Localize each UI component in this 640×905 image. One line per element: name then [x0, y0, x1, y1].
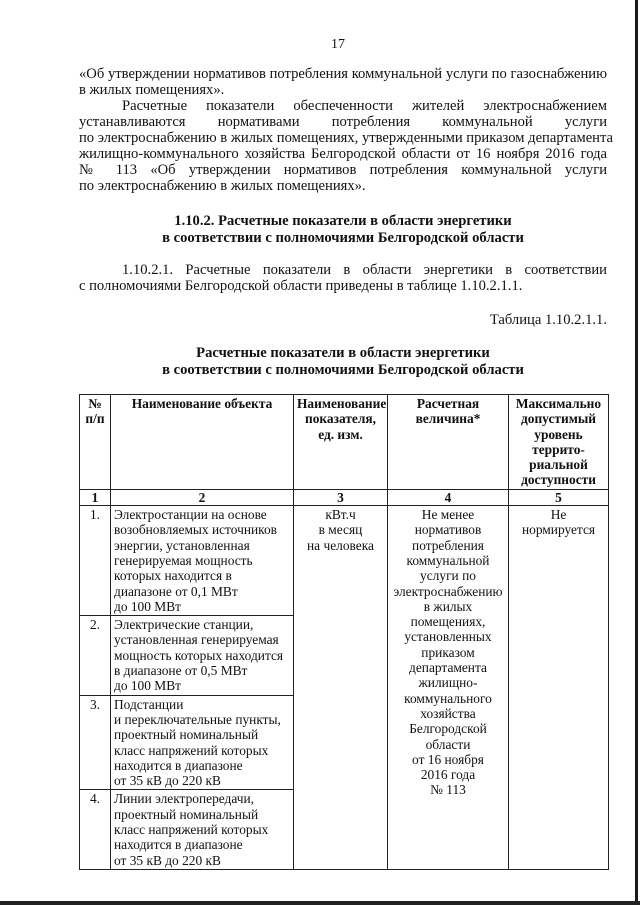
section-paragraph: [79, 262, 607, 294]
table-row: [80, 506, 609, 616]
header-number: № п/п: [80, 395, 111, 490]
row-number: 2.: [80, 616, 111, 695]
section-heading: [79, 213, 607, 246]
text-line: по электроснабжению в жилых помещениях, утвержденными приказом департамента: [79, 130, 614, 147]
column-number: 5: [509, 489, 609, 505]
intro-paragraph: [79, 66, 607, 98]
section-heading-line: в соответствии с полномочиями Белгородской области: [162, 229, 524, 246]
object-name: Электростанции на основе возобновляемых источников энергии, установленная генерируемая мощность которых находится в диапазоне от 0,1 МВт до 100 МВт: [111, 506, 294, 616]
column-number: 2: [111, 489, 294, 505]
text-line: по электроснабжению в жилых помещениях».: [79, 178, 366, 195]
table-header-row: [80, 395, 609, 490]
text-line: жилищно-коммунального хозяйства Белгородской области от 16 ноября 2016 года: [79, 146, 607, 163]
header-calculated-value: Расчетная величина*: [388, 395, 509, 490]
electricity-paragraph: [79, 98, 614, 195]
text-line: «Об утверждении нормативов потребления коммунальной услуги по газоснабжению: [79, 66, 607, 82]
column-number: 4: [388, 489, 509, 505]
section-heading-line: 1.10.2. Расчетные показатели в области энергетики: [174, 213, 512, 229]
header-indicator-name: Наименование показателя, ед. изм.: [294, 395, 388, 490]
scan-edge-bottom: [0, 901, 640, 905]
column-number: 1: [80, 489, 111, 505]
text-line: Расчетные показатели обеспеченности жителей электроснабжением: [122, 98, 607, 114]
column-number: 3: [294, 489, 388, 505]
calculated-value: Не менее нормативов потребления коммунальной услуги по электроснабжению в жилых помещениях, установленных приказом департамента жилищно- коммунального хозяйства Белгородской области от 16 ноября 2016 года № 113: [388, 506, 509, 870]
table-title-line: в соответствии с полномочиями Белгородской области: [162, 361, 524, 378]
table-caption: Таблица 1.10.2.1.1.: [489, 312, 607, 328]
table-title: [79, 345, 607, 378]
table-title-line: Расчетные показатели в области энергетики: [196, 345, 490, 361]
object-name: Электрические станции, установленная генерируемая мощность которых находится в диапазоне от 0,5 МВт до 100 МВт: [111, 616, 294, 695]
energy-indicators-table: [79, 394, 609, 870]
text-line: с полномочиями Белгородской области приведены в таблице 1.10.2.1.1.: [79, 278, 523, 295]
object-name: Подстанции и переключательные пункты, проектный номинальный класс напряжений которых находится в диапазоне от 35 кВ до 220 кВ: [111, 695, 294, 790]
row-number: 1.: [80, 506, 111, 616]
text-line: 1.10.2.1. Расчетные показатели в области энергетики в соответствии: [122, 262, 607, 278]
text-line: в жилых помещениях».: [79, 82, 225, 99]
header-object-name: Наименование объекта: [111, 395, 294, 490]
page-number: 17: [331, 37, 345, 52]
max-level: Не нормируется: [509, 506, 609, 870]
indicator-unit: кВт.ч в месяц на человека: [294, 506, 388, 870]
row-number: 4.: [80, 790, 111, 869]
row-number: 3.: [80, 695, 111, 790]
object-name: Линии электропередачи, проектный номинальный класс напряжений которых находится в диапазоне от 35 кВ до 220 кВ: [111, 790, 294, 869]
column-number-row: [80, 489, 609, 505]
text-line: № 113 «Об утверждении нормативов потребления коммунальной услуги: [79, 162, 607, 179]
header-max-level: Максимально допустимый уровень террито- риальной доступности: [509, 395, 609, 490]
scan-edge-right: [635, 0, 638, 905]
text-line: устанавливаются нормативами потребления коммунальной услуги: [79, 114, 607, 131]
